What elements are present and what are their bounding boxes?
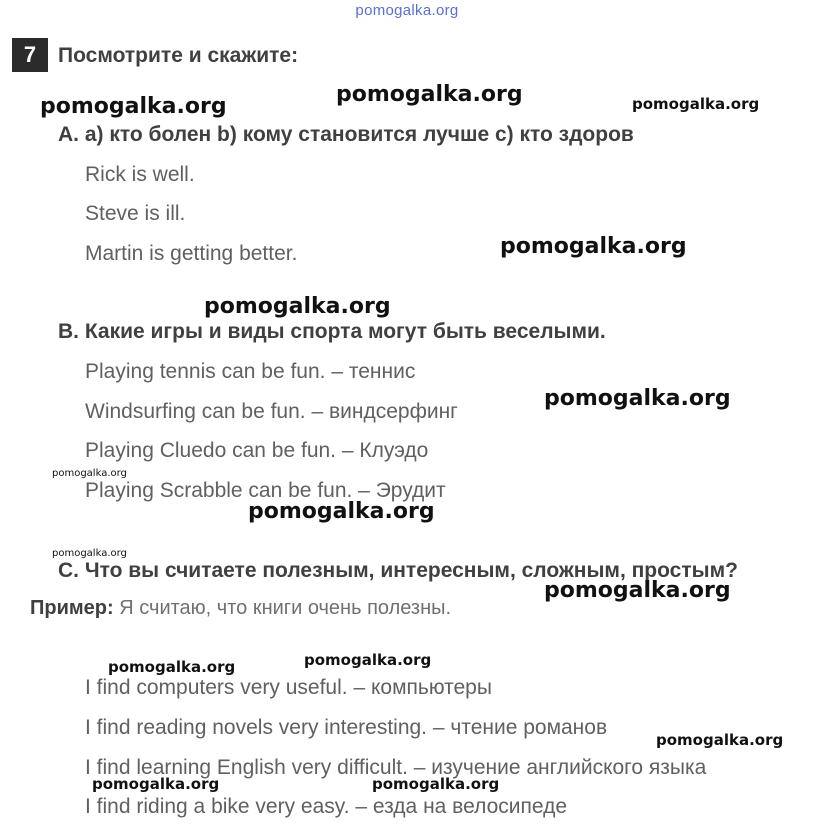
section-c-answer: I find riding a bike very easy. – езда на велосипеде	[85, 795, 568, 818]
watermark: pomogalka.org	[544, 386, 731, 411]
watermark: pomogalka.org	[92, 775, 220, 793]
example-text: Я считаю, что книги очень полезны.	[119, 597, 452, 619]
watermark: pomogalka.org	[304, 651, 432, 669]
watermark: pomogalka.org	[500, 234, 687, 259]
watermark: pomogalka.org	[108, 658, 236, 676]
watermark: pomogalka.org	[40, 94, 227, 119]
task-title: Посмотрите и скажите:	[58, 44, 299, 67]
section-b-title: B. Какие игры и виды спорта могут быть веселыми.	[58, 320, 606, 343]
section-b-answer: Playing Scrabble can be fun. – Эрудит	[85, 479, 446, 502]
top-watermark: pomogalka.org	[355, 2, 459, 19]
watermark: pomogalka.org	[52, 548, 127, 559]
watermark: pomogalka.org	[372, 775, 500, 793]
section-a-answer: Rick is well.	[85, 163, 195, 186]
watermark: pomogalka.org	[632, 95, 760, 113]
section-a-title: A. а) кто болен b) кому становится лучше c) кто здоров	[58, 123, 634, 146]
watermark: pomogalka.org	[656, 731, 784, 749]
watermark: pomogalka.org	[336, 82, 523, 107]
task-number-badge: 7	[12, 38, 48, 72]
section-c-answer: I find reading novels very interesting. – чтение романов	[85, 716, 608, 739]
section-c-title: C. Что вы считаете полезным, интересным, сложным, простым?	[58, 559, 738, 582]
section-b-answer: Playing tennis can be fun. – теннис	[85, 360, 416, 383]
example-line	[30, 597, 451, 620]
watermark: pomogalka.org	[204, 294, 391, 319]
example-label: Пример:	[30, 597, 114, 619]
watermark: pomogalka.org	[544, 578, 731, 603]
watermark: pomogalka.org	[52, 468, 127, 479]
watermark: pomogalka.org	[248, 499, 435, 524]
section-c-answer: I find learning English very difficult. – изучение английского языка	[85, 756, 707, 779]
section-b-answer: Windsurfing can be fun. – виндсерфинг	[85, 400, 458, 423]
section-a-answer: Martin is getting better.	[85, 242, 298, 265]
section-c-answer: I find computers very useful. – компьютеры	[85, 676, 492, 699]
section-a-answer: Steve is ill.	[85, 202, 186, 225]
section-b-answer: Playing Cluedo can be fun. – Клуэдо	[85, 439, 429, 462]
